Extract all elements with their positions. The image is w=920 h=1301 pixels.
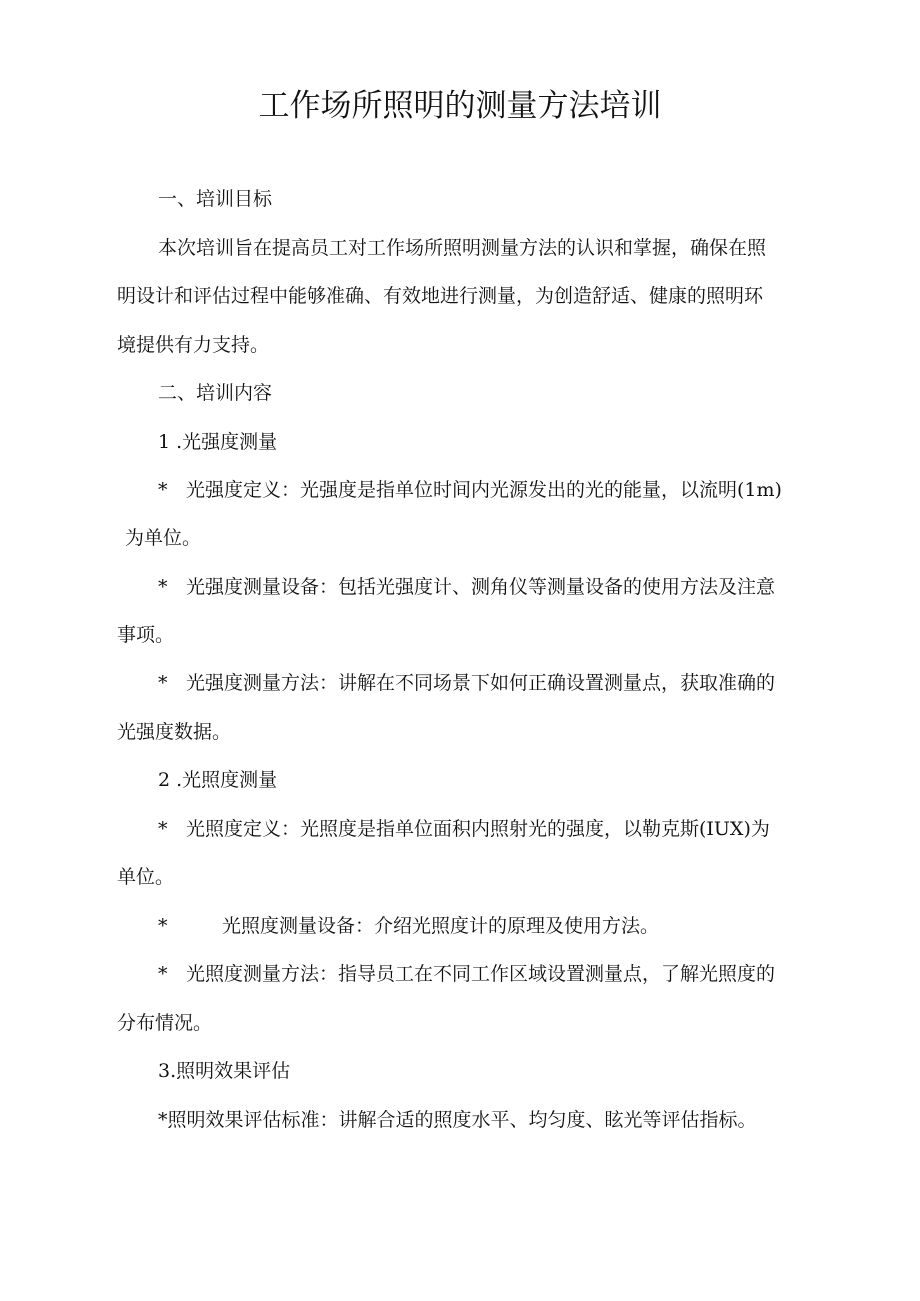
paragraph-line: 分布情况。 (117, 1012, 213, 1034)
paragraph-line: 明设计和评估过程中能够准确、有效地进行测量，为创造舒适、健康的照明环 (117, 285, 764, 307)
document-title: 工作场所照明的测量方法培训 (258, 88, 662, 124)
bullet-marker: * (158, 963, 168, 985)
bullet-text: 光强度定义：光强度是指单位时间内光源发出的光的能量，以流明(1m) (186, 479, 782, 501)
paragraph-line: 本次培训旨在提高员工对工作场所照明测量方法的认识和掌握，确保在照 (158, 237, 767, 259)
bullet-marker: * (158, 576, 168, 598)
paragraph-line: 为单位。 (125, 527, 202, 549)
bullet-line (158, 668, 775, 698)
bullet-line (158, 475, 782, 505)
paragraph-line: 事项。 (117, 624, 175, 646)
bullet-marker: * (158, 479, 168, 501)
bullet-marker: * (158, 672, 168, 694)
section-heading-goals: 一、培训目标 (158, 188, 273, 210)
paragraph-line: 境提供有力支持。 (117, 334, 270, 356)
bullet-text: 照明效果评估标准：讲解合适的照度水平、均匀度、眩光等评估指标。 (167, 1109, 757, 1131)
bullet-text: 光照度测量方法：指导员工在不同工作区域设置测量点，了解光照度的 (186, 963, 776, 985)
bullet-line (158, 911, 659, 941)
bullet-line (158, 814, 770, 844)
subsection-heading-luminous-intensity: 1 .光强度测量 (158, 431, 278, 453)
bullet-text: 光强度测量方法：讲解在不同场景下如何正确设置测量点，获取准确的 (186, 672, 776, 694)
bullet-line (158, 1105, 757, 1135)
section-heading-content: 二、培训内容 (158, 382, 273, 404)
bullet-line (158, 959, 775, 989)
subsection-heading-illuminance: 2 .光照度测量 (158, 769, 278, 791)
bullet-marker: * (158, 915, 168, 937)
paragraph-line: 单位。 (117, 866, 175, 888)
bullet-marker: * (158, 818, 168, 840)
subsection-heading-evaluation: 3.照明效果评估 (158, 1060, 291, 1082)
bullet-marker: * (158, 1109, 168, 1131)
bullet-text: 光照度定义：光照度是指单位面积内照射光的强度，以勒克斯(IUX)为 (186, 818, 770, 840)
bullet-text: 光照度测量设备：介绍光照度计的原理及使用方法。 (222, 915, 660, 937)
bullet-line (158, 572, 775, 602)
paragraph-line: 光强度数据。 (117, 721, 232, 743)
bullet-text: 光强度测量设备：包括光强度计、测角仪等测量设备的使用方法及注意 (186, 576, 776, 598)
